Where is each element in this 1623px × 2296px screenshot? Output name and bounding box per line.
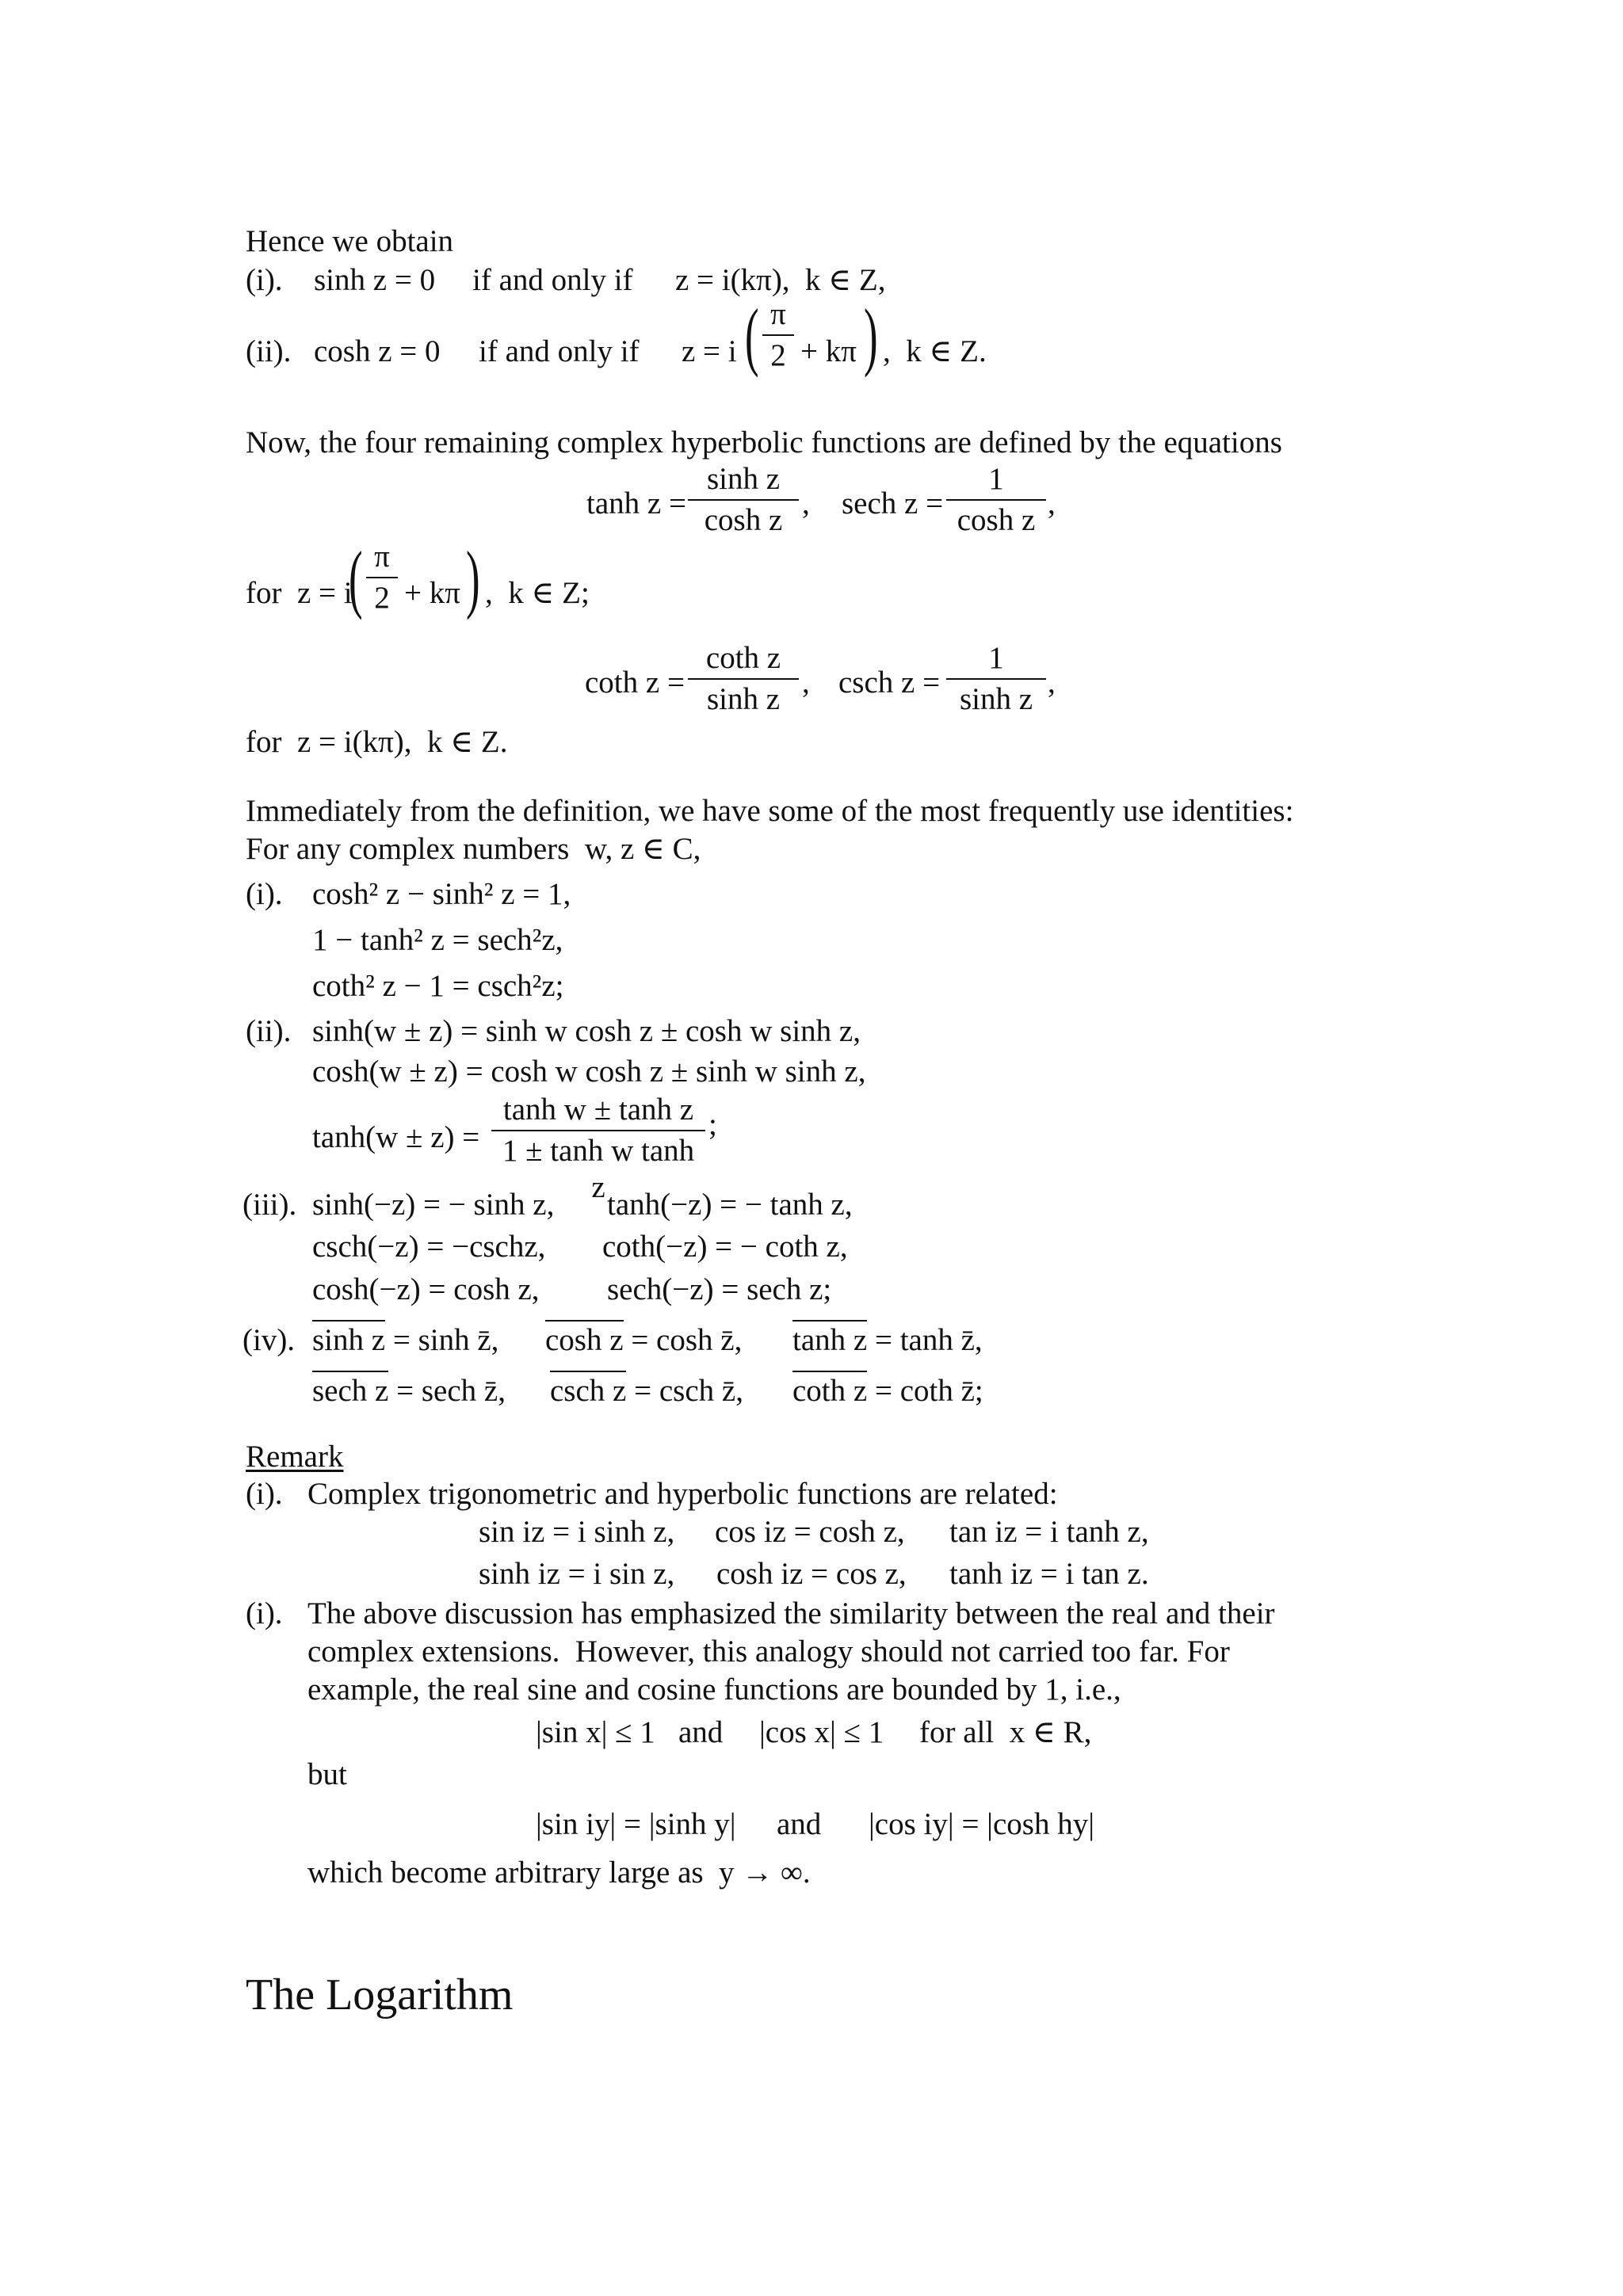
- eq-sin-iy: |sin iy| = |sinh y|: [536, 1807, 736, 1841]
- identity-i-2: 1 − tanh² z = sech²z,: [312, 923, 563, 957]
- pi-over-two: π 2: [762, 296, 794, 374]
- zeros-ii-label: (ii).: [246, 334, 292, 368]
- csch-lhs: csch z =: [838, 666, 941, 700]
- bound-forall: for all x ∈ R,: [919, 1715, 1092, 1749]
- bound-sin: |sin x| ≤ 1: [536, 1715, 655, 1749]
- relation-tanh: tanh iz = i tan z.: [949, 1557, 1149, 1591]
- tanh-lhs: tanh z =: [586, 486, 686, 521]
- remark-last-line: which become arbitrary large as y → ∞.: [307, 1855, 811, 1890]
- zeros-ii-z: z = i: [682, 334, 737, 368]
- identity-i-label: (i).: [246, 877, 283, 911]
- relation-sin: sin iz = i sinh z,: [479, 1515, 675, 1549]
- right-paren: ): [864, 293, 878, 378]
- csch-fraction: 1 sinh z: [946, 640, 1046, 718]
- identity-ii-3-tail: ;: [708, 1108, 717, 1142]
- identities-intro-2: For any complex numbers w, z ∈ C,: [246, 832, 701, 866]
- zeros-i-label: (i).: [246, 263, 283, 297]
- pi-over-two: π 2: [366, 539, 398, 616]
- eq-and: and: [777, 1807, 822, 1841]
- relation-tan: tan iz = i tanh z,: [949, 1515, 1149, 1549]
- identity-iii-2b: coth(−z) = − coth z,: [602, 1230, 848, 1264]
- zeros-ii-tail: , k ∈ Z.: [883, 334, 987, 368]
- identity-ii-2: cosh(w ± z) = cosh w cosh z ± sinh w sinh z,: [312, 1055, 866, 1089]
- tanh-sum-fraction: tanh w ± tanh z 1 ± tanh w tanh z: [491, 1092, 705, 1206]
- remark-but: but: [307, 1757, 347, 1791]
- identity-iv-label: (iv).: [242, 1323, 296, 1357]
- coth-fraction: coth z sinh z: [688, 640, 799, 718]
- for2: for z = i(kπ), k ∈ Z.: [246, 725, 508, 759]
- left-paren: (: [745, 293, 759, 378]
- comma: ,: [1048, 486, 1056, 521]
- intro-text: Hence we obtain: [246, 224, 454, 258]
- eq-cos-iy: |cos iy| = |cosh hy|: [869, 1807, 1095, 1841]
- relation-cos: cos iz = cosh z,: [715, 1515, 905, 1549]
- conj-cosh: cosh z = cosh z̄,: [545, 1322, 742, 1360]
- zeros-ii-lhs: cosh z = 0: [314, 334, 441, 368]
- remark-i-text: Complex trigonometric and hyperbolic functions are related:: [307, 1477, 1058, 1511]
- remark-ii-label: (i).: [246, 1596, 283, 1630]
- sech-fraction: 1 cosh z: [946, 461, 1046, 539]
- zeros-ii-iff: if and only if: [479, 334, 640, 368]
- identity-iii-1a: sinh(−z) = − sinh z,: [312, 1188, 555, 1222]
- identity-iii-2a: csch(−z) = −cschz,: [312, 1230, 546, 1264]
- plus-kpi: + kπ: [800, 334, 857, 368]
- identity-i-3: coth² z − 1 = csch²z;: [312, 969, 564, 1003]
- remark-ii-line-1: The above discussion has emphasized the similarity between the real and their: [307, 1596, 1275, 1630]
- conj-tanh: tanh z = tanh z̄,: [792, 1322, 983, 1360]
- defs-intro: Now, the four remaining complex hyperbolic functions are defined by the equations: [246, 425, 1282, 460]
- for1-prefix: for z = i: [246, 576, 353, 610]
- section-heading: The Logarithm: [246, 1970, 514, 2019]
- coth-lhs: coth z =: [585, 666, 685, 700]
- for1-suffix: , k ∈ Z;: [485, 576, 590, 610]
- conj-coth: coth z = coth z̄;: [792, 1372, 983, 1410]
- remark-ii-line-2: complex extensions. However, this analogy should not carried too far. For: [307, 1634, 1230, 1669]
- conj-sech: sech z = sech z̄,: [312, 1372, 506, 1410]
- relation-sinh: sinh iz = i sin z,: [479, 1557, 675, 1591]
- identities-intro-1: Immediately from the definition, we have some of the most frequently use identities:: [246, 794, 1294, 828]
- zeros-i-iff: if and only if: [472, 263, 633, 297]
- conj-csch: csch z = csch z̄,: [550, 1372, 743, 1410]
- comma: ,: [802, 486, 810, 521]
- relation-cosh: cosh iz = cos z,: [716, 1557, 907, 1591]
- identity-ii-3-lhs: tanh(w ± z) =: [312, 1120, 480, 1154]
- comma: ,: [802, 666, 810, 700]
- identity-ii-1: sinh(w ± z) = sinh w cosh z ± cosh w sinh z,: [312, 1014, 861, 1048]
- left-paren: (: [349, 536, 363, 620]
- identity-ii-label: (ii).: [246, 1014, 292, 1048]
- identity-iii-1b: tanh(−z) = − tanh z,: [607, 1188, 853, 1222]
- conj-sinh: sinh z = sinh z̄,: [312, 1322, 498, 1360]
- bound-and: and: [678, 1715, 724, 1749]
- comma: ,: [1048, 666, 1056, 700]
- remark-i-label: (i).: [246, 1477, 283, 1511]
- right-paren: ): [466, 536, 480, 620]
- identity-i-1: cosh² z − sinh² z = 1,: [312, 877, 571, 911]
- remark-title: Remark: [246, 1440, 344, 1474]
- identity-iii-label: (iii).: [242, 1188, 297, 1222]
- identity-iii-3a: cosh(−z) = cosh z,: [312, 1272, 540, 1306]
- plus-kpi: + kπ: [404, 576, 460, 610]
- tanh-fraction: sinh z cosh z: [688, 461, 799, 539]
- sech-lhs: sech z =: [842, 486, 944, 521]
- bound-cos: |cos x| ≤ 1: [759, 1715, 884, 1749]
- identity-iii-3b: sech(−z) = sech z;: [607, 1272, 832, 1306]
- zeros-i-lhs: sinh z = 0: [314, 263, 436, 297]
- zeros-i-rhs: z = i(kπ), k ∈ Z,: [675, 263, 886, 297]
- remark-ii-line-3: example, the real sine and cosine functions are bounded by 1, i.e.,: [307, 1672, 1121, 1707]
